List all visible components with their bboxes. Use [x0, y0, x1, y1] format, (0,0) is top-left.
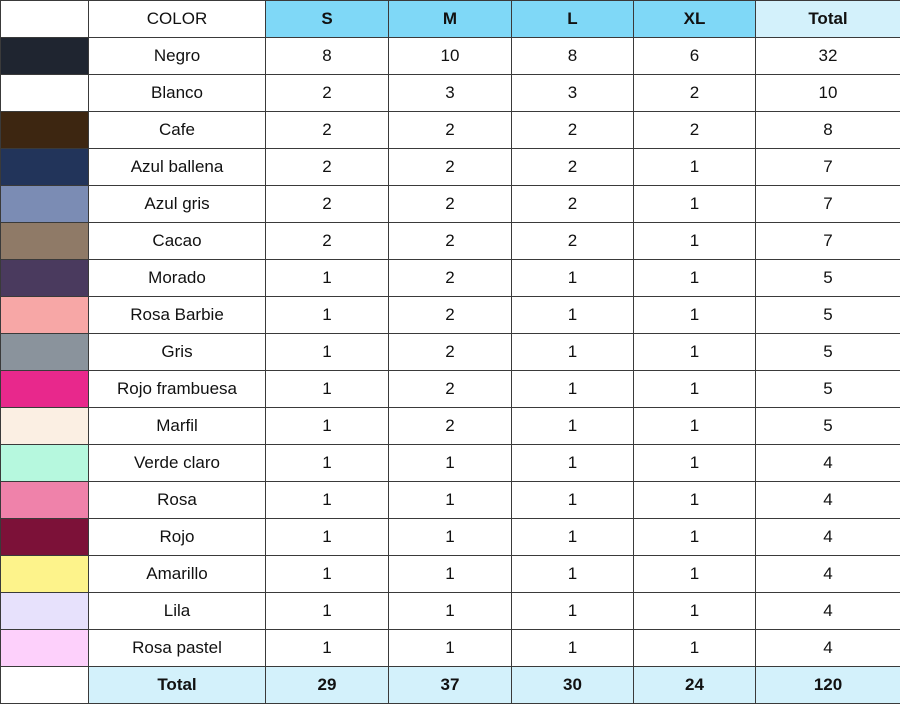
qty-cell-m: 2	[389, 334, 512, 371]
size-column-header-s: S	[266, 1, 389, 38]
color-name-cell: Rosa Barbie	[89, 297, 266, 334]
color-name-cell: Azul ballena	[89, 149, 266, 186]
color-swatch	[1, 223, 89, 260]
row-total-cell: 4	[756, 556, 900, 593]
qty-cell-xl: 1	[634, 593, 756, 630]
color-swatch	[1, 482, 89, 519]
color-name-cell: Azul gris	[89, 186, 266, 223]
qty-cell-l: 1	[512, 297, 634, 334]
color-swatch	[1, 297, 89, 334]
qty-cell-xl: 1	[634, 408, 756, 445]
header-row	[1, 1, 900, 38]
qty-cell-l: 1	[512, 371, 634, 408]
qty-cell-xl: 1	[634, 482, 756, 519]
qty-cell-m: 2	[389, 260, 512, 297]
qty-cell-xl: 1	[634, 149, 756, 186]
table-row	[1, 186, 900, 223]
row-total-cell: 8	[756, 112, 900, 149]
qty-cell-l: 1	[512, 556, 634, 593]
qty-cell-l: 3	[512, 75, 634, 112]
size-column-header-xl: XL	[634, 1, 756, 38]
color-name-cell: Rojo	[89, 519, 266, 556]
color-swatch	[1, 149, 89, 186]
row-total-cell: 4	[756, 482, 900, 519]
table-body	[1, 38, 900, 667]
qty-cell-s: 1	[266, 593, 389, 630]
qty-cell-l: 1	[512, 334, 634, 371]
qty-cell-l: 1	[512, 630, 634, 667]
color-column-header: COLOR	[89, 1, 266, 38]
color-swatch	[1, 593, 89, 630]
row-total-cell: 4	[756, 519, 900, 556]
grand-total: 120	[756, 667, 900, 704]
color-swatch	[1, 112, 89, 149]
table-row	[1, 334, 900, 371]
size-column-header-m: M	[389, 1, 512, 38]
qty-cell-l: 1	[512, 519, 634, 556]
footer-swatch-cell	[1, 667, 89, 704]
qty-cell-s: 2	[266, 149, 389, 186]
qty-cell-m: 2	[389, 112, 512, 149]
swatch-column-header	[1, 1, 89, 38]
row-total-cell: 5	[756, 297, 900, 334]
qty-cell-s: 1	[266, 297, 389, 334]
color-name-cell: Cacao	[89, 223, 266, 260]
qty-cell-s: 8	[266, 38, 389, 75]
qty-cell-l: 2	[512, 223, 634, 260]
qty-cell-l: 1	[512, 593, 634, 630]
qty-cell-s: 1	[266, 445, 389, 482]
qty-cell-m: 2	[389, 149, 512, 186]
color-name-cell: Lila	[89, 593, 266, 630]
qty-cell-xl: 2	[634, 75, 756, 112]
qty-cell-xl: 1	[634, 223, 756, 260]
color-swatch	[1, 186, 89, 223]
qty-cell-l: 2	[512, 112, 634, 149]
qty-cell-xl: 1	[634, 186, 756, 223]
table-row	[1, 260, 900, 297]
row-total-cell: 4	[756, 593, 900, 630]
qty-cell-xl: 1	[634, 556, 756, 593]
qty-cell-s: 1	[266, 519, 389, 556]
color-name-cell: Cafe	[89, 112, 266, 149]
color-swatch	[1, 408, 89, 445]
qty-cell-m: 2	[389, 408, 512, 445]
qty-cell-xl: 6	[634, 38, 756, 75]
row-total-cell: 7	[756, 186, 900, 223]
qty-cell-l: 1	[512, 260, 634, 297]
qty-cell-s: 1	[266, 556, 389, 593]
total-s: 29	[266, 667, 389, 704]
qty-cell-s: 1	[266, 334, 389, 371]
table-row	[1, 297, 900, 334]
qty-cell-xl: 1	[634, 260, 756, 297]
qty-cell-s: 2	[266, 223, 389, 260]
color-name-cell: Blanco	[89, 75, 266, 112]
table-row	[1, 371, 900, 408]
row-total-cell: 7	[756, 149, 900, 186]
qty-cell-xl: 2	[634, 112, 756, 149]
qty-cell-m: 1	[389, 593, 512, 630]
color-name-cell: Rosa	[89, 482, 266, 519]
qty-cell-l: 1	[512, 445, 634, 482]
qty-cell-xl: 1	[634, 371, 756, 408]
qty-cell-xl: 1	[634, 519, 756, 556]
row-total-cell: 5	[756, 334, 900, 371]
total-m: 37	[389, 667, 512, 704]
qty-cell-m: 1	[389, 482, 512, 519]
table-row	[1, 149, 900, 186]
qty-cell-s: 1	[266, 482, 389, 519]
color-name-cell: Rojo frambuesa	[89, 371, 266, 408]
qty-cell-s: 1	[266, 408, 389, 445]
total-xl: 24	[634, 667, 756, 704]
color-name-cell: Morado	[89, 260, 266, 297]
color-name-cell: Rosa pastel	[89, 630, 266, 667]
qty-cell-m: 3	[389, 75, 512, 112]
qty-cell-m: 2	[389, 297, 512, 334]
qty-cell-m: 2	[389, 223, 512, 260]
color-swatch	[1, 38, 89, 75]
color-swatch	[1, 371, 89, 408]
table-row	[1, 630, 900, 667]
qty-cell-s: 2	[266, 186, 389, 223]
qty-cell-s: 2	[266, 75, 389, 112]
qty-cell-m: 1	[389, 630, 512, 667]
qty-cell-m: 10	[389, 38, 512, 75]
table-row	[1, 556, 900, 593]
color-name-cell: Gris	[89, 334, 266, 371]
color-name-cell: Verde claro	[89, 445, 266, 482]
table-footer	[1, 667, 900, 704]
color-swatch	[1, 260, 89, 297]
totals-label: Total	[89, 667, 266, 704]
qty-cell-l: 1	[512, 408, 634, 445]
qty-cell-l: 8	[512, 38, 634, 75]
qty-cell-m: 2	[389, 186, 512, 223]
qty-cell-l: 2	[512, 186, 634, 223]
color-swatch	[1, 334, 89, 371]
row-total-cell: 5	[756, 260, 900, 297]
qty-cell-s: 2	[266, 112, 389, 149]
row-total-cell: 5	[756, 371, 900, 408]
row-total-cell: 5	[756, 408, 900, 445]
total-column-header: Total	[756, 1, 900, 38]
qty-cell-s: 1	[266, 630, 389, 667]
table-row	[1, 408, 900, 445]
qty-cell-xl: 1	[634, 297, 756, 334]
table-row	[1, 445, 900, 482]
qty-cell-m: 1	[389, 445, 512, 482]
qty-cell-xl: 1	[634, 630, 756, 667]
qty-cell-m: 1	[389, 556, 512, 593]
size-column-header-l: L	[512, 1, 634, 38]
qty-cell-l: 2	[512, 149, 634, 186]
color-swatch	[1, 519, 89, 556]
row-total-cell: 10	[756, 75, 900, 112]
row-total-cell: 32	[756, 38, 900, 75]
table-row	[1, 519, 900, 556]
color-swatch	[1, 445, 89, 482]
total-l: 30	[512, 667, 634, 704]
color-swatch	[1, 75, 89, 112]
table-row	[1, 482, 900, 519]
color-name-cell: Marfil	[89, 408, 266, 445]
qty-cell-xl: 1	[634, 445, 756, 482]
row-total-cell: 4	[756, 630, 900, 667]
totals-row	[1, 667, 900, 704]
color-name-cell: Negro	[89, 38, 266, 75]
color-swatch	[1, 556, 89, 593]
qty-cell-s: 1	[266, 371, 389, 408]
table-row	[1, 38, 900, 75]
table-header	[1, 1, 900, 38]
table-row	[1, 223, 900, 260]
table-row	[1, 75, 900, 112]
qty-cell-l: 1	[512, 482, 634, 519]
table-row	[1, 112, 900, 149]
row-total-cell: 7	[756, 223, 900, 260]
qty-cell-m: 1	[389, 519, 512, 556]
qty-cell-xl: 1	[634, 334, 756, 371]
qty-cell-m: 2	[389, 371, 512, 408]
qty-cell-s: 1	[266, 260, 389, 297]
color-swatch	[1, 630, 89, 667]
table-row	[1, 593, 900, 630]
row-total-cell: 4	[756, 445, 900, 482]
color-name-cell: Amarillo	[89, 556, 266, 593]
